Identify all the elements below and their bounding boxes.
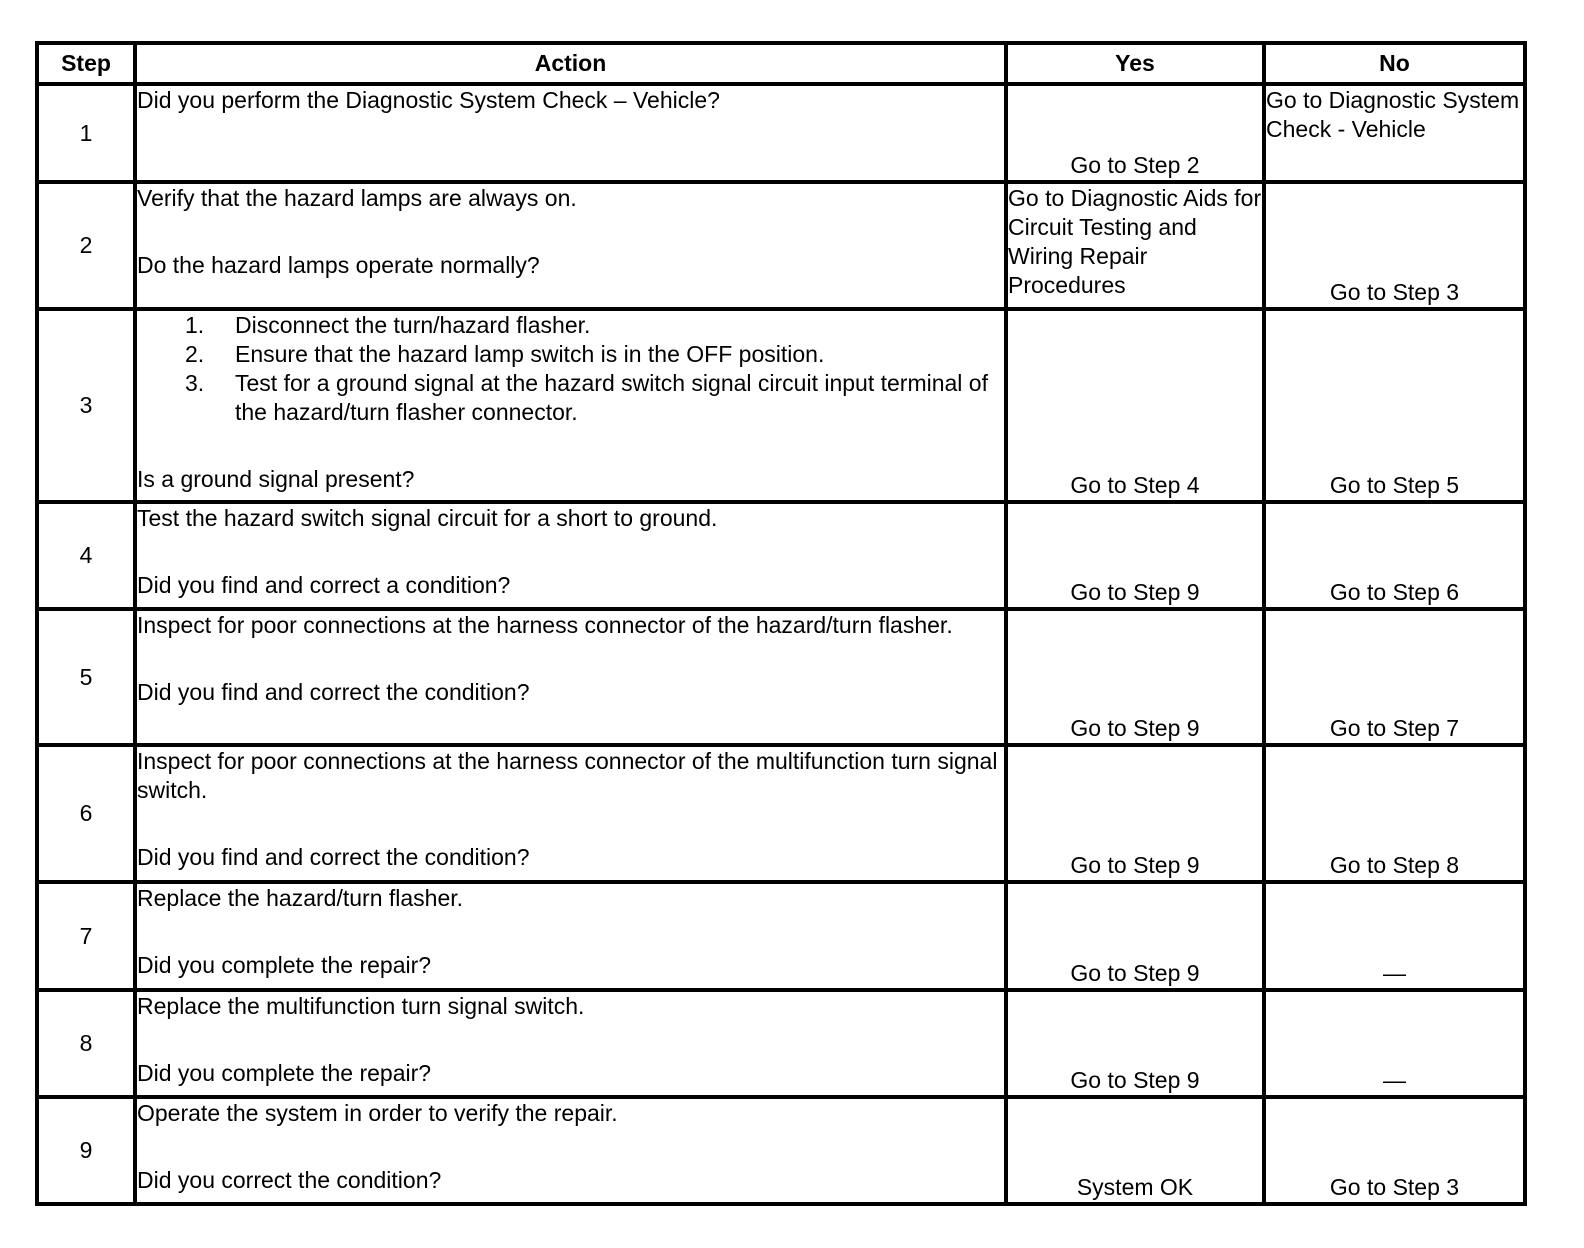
substep-number: 1. [185,312,205,338]
no-cell: Go to Step 3 [1264,182,1525,309]
action-instruction: Replace the hazard/turn flasher. [137,885,464,911]
table-row [37,182,1525,309]
header-row [37,43,1525,84]
action-cell [135,182,1006,309]
table-row [37,609,1525,745]
action-instruction: Verify that the hazard lamps are always on. [137,185,577,211]
header-step: Step [37,43,135,84]
no-cell: Go to Step 8 [1264,745,1525,882]
no-cell: — [1264,990,1525,1097]
action-cell [135,990,1006,1097]
yes-cell: Go to Step 9 [1006,745,1264,882]
action-question: Did you find and correct the condition? [137,679,530,705]
substep-text: Disconnect the turn/hazard flasher. [235,312,591,338]
substep-text: Ensure that the hazard lamp switch is in the OFF position. [235,341,825,367]
action-question: Did you find and correct the condition? [137,844,530,870]
action-cell [135,745,1006,882]
table-row [37,309,1525,502]
step-number: 4 [37,502,135,609]
yes-cell: Go to Step 2 [1006,84,1264,182]
action-instruction: Test the hazard switch signal circuit for a short to ground. [137,505,718,531]
action-cell [135,609,1006,745]
yes-cell: Go to Step 9 [1006,882,1264,990]
step-number: 9 [37,1097,135,1204]
header-no: No [1264,43,1525,84]
substep-list [137,311,1004,427]
table-row [37,882,1525,990]
step-number: 2 [37,182,135,309]
no-cell: Go to Step 5 [1264,309,1525,502]
action-question: Did you complete the repair? [137,1060,432,1086]
step-number: 6 [37,745,135,882]
no-cell: Go to Step 7 [1264,609,1525,745]
yes-cell: Go to Diagnostic Aids for Circuit Testing and Wiring Repair Procedures [1006,182,1264,309]
action-question: Did you complete the repair? [137,952,432,978]
action-instruction: Replace the multifunction turn signal switch. [137,993,585,1019]
table-row [37,502,1525,609]
diagnostic-table [35,41,1527,1206]
substep-item [185,340,1004,369]
yes-cell: Go to Step 9 [1006,609,1264,745]
action-question: Did you correct the condition? [137,1167,442,1193]
step-number: 3 [37,309,135,502]
substep-number: 2. [185,341,205,367]
action-cell [135,84,1006,182]
table-row [37,1097,1525,1204]
substep-item [185,311,1004,340]
action-cell [135,882,1006,990]
action-cell [135,309,1006,502]
no-cell: Go to Step 3 [1264,1097,1525,1204]
table-row [37,84,1525,182]
yes-cell: System OK [1006,1097,1264,1204]
action-question: Did you find and correct a condition? [137,572,511,598]
action-instruction: Did you perform the Diagnostic System Check – Vehicle? [137,87,720,113]
action-instruction: Inspect for poor connections at the harness connector of the hazard/turn flasher. [137,612,953,638]
substep-item [185,369,1004,427]
substep-text: Test for a ground signal at the hazard switch signal circuit input terminal of the hazard/turn flasher connector. [235,370,988,425]
no-cell: — [1264,882,1525,990]
step-number: 1 [37,84,135,182]
step-number: 8 [37,990,135,1097]
action-instruction: Inspect for poor connections at the harness connector of the multifunction turn signal switch. [137,748,998,803]
yes-cell: Go to Step 9 [1006,990,1264,1097]
action-instruction: Operate the system in order to verify the repair. [137,1100,618,1126]
action-cell [135,502,1006,609]
action-cell [135,1097,1006,1204]
yes-cell: Go to Step 9 [1006,502,1264,609]
action-question: Do the hazard lamps operate normally? [137,252,540,278]
header-yes: Yes [1006,43,1264,84]
table-row [37,990,1525,1097]
step-number: 5 [37,609,135,745]
step-number: 7 [37,882,135,990]
no-cell: Go to Step 6 [1264,502,1525,609]
header-action: Action [135,43,1006,84]
yes-cell: Go to Step 4 [1006,309,1264,502]
substep-number: 3. [185,370,205,396]
table-row [37,745,1525,882]
no-cell: Go to Diagnostic System Check - Vehicle [1264,84,1525,182]
action-question: Is a ground signal present? [137,466,415,492]
